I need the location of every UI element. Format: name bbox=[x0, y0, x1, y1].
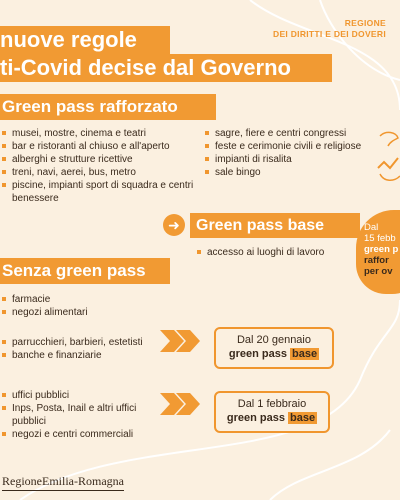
date-value-prefix: green pass bbox=[226, 412, 285, 424]
section-title-green-pass-rafforzato: Green pass rafforzato bbox=[0, 94, 216, 120]
list-item: impianti di risalita bbox=[203, 153, 393, 166]
section-title-senza-green-pass: Senza green pass bbox=[0, 258, 170, 284]
regione-logo: RegioneEmilia-Romagna bbox=[2, 474, 124, 488]
badge-line-4: raffor bbox=[364, 255, 389, 266]
list-item: treni, navi, aerei, bus, metro bbox=[0, 166, 200, 179]
senza-list-group-3 bbox=[0, 389, 160, 441]
list-item: farmacie bbox=[0, 293, 190, 306]
senza-list-group-2 bbox=[0, 336, 160, 362]
list-item: banche e finanziarie bbox=[0, 349, 160, 362]
list-item: bar e ristoranti al chiuso e all'aperto bbox=[0, 140, 200, 153]
arrow-right-icon: ➜ bbox=[163, 214, 185, 236]
brand-line-1: REGIONE bbox=[344, 18, 386, 28]
date-label: Dal 1 febbraio bbox=[237, 398, 307, 410]
senza-list-group-1 bbox=[0, 293, 190, 319]
brand-line-2: DEI DIRITTI E DEI DOVERI bbox=[273, 29, 386, 39]
list-item: alberghi e strutture ricettive bbox=[0, 153, 200, 166]
double-chevron-right-icon bbox=[160, 330, 200, 352]
date-box-1-febbraio bbox=[214, 391, 330, 433]
double-chevron-right-icon bbox=[160, 393, 200, 415]
badge-line-1: Dal bbox=[364, 222, 379, 233]
list-item: accesso ai luoghi di lavoro bbox=[195, 246, 375, 259]
thumbs-up-icon bbox=[376, 128, 400, 188]
date-box-20-gennaio bbox=[214, 327, 334, 369]
list-item: sale bingo bbox=[203, 166, 393, 179]
logo-underline bbox=[2, 490, 124, 491]
date-value-highlight: base bbox=[292, 348, 318, 360]
list-item: uffici pubblici bbox=[0, 389, 160, 402]
badge-line-3: green p bbox=[364, 244, 399, 255]
date-value bbox=[216, 411, 328, 425]
rafforzato-list-right bbox=[203, 127, 393, 179]
badge-line-5: per ov bbox=[364, 266, 393, 277]
page-title-line-2: ti-Covid decise dal Governo bbox=[0, 54, 332, 82]
list-item: feste e cerimonie civili e religiose bbox=[203, 140, 393, 153]
section-title-green-pass-base: Green pass base bbox=[190, 213, 360, 238]
base-list bbox=[195, 246, 375, 259]
list-item: negozi e centri commerciali bbox=[0, 428, 160, 441]
page-title-line-1: nuove regole bbox=[0, 26, 170, 54]
date-value bbox=[216, 347, 332, 361]
list-item: musei, mostre, cinema e teatri bbox=[0, 127, 200, 140]
date-label: Dal 20 gennaio bbox=[236, 334, 311, 346]
date-value-highlight: base bbox=[290, 412, 316, 424]
rafforzato-list-left bbox=[0, 127, 200, 205]
list-item: piscine, impianti sport di squadra e centri benessere bbox=[0, 179, 200, 205]
badge-line-2: 15 febb bbox=[364, 233, 396, 244]
date-value-prefix: green pass bbox=[228, 348, 287, 360]
list-item: Inps, Posta, Inail e altri uffici pubblici bbox=[0, 402, 160, 428]
list-item: negozi alimentari bbox=[0, 306, 190, 319]
list-item: sagre, fiere e centri congressi bbox=[203, 127, 393, 140]
list-item: parrucchieri, barbieri, estetisti bbox=[0, 336, 160, 349]
brand-tagline bbox=[273, 18, 386, 40]
